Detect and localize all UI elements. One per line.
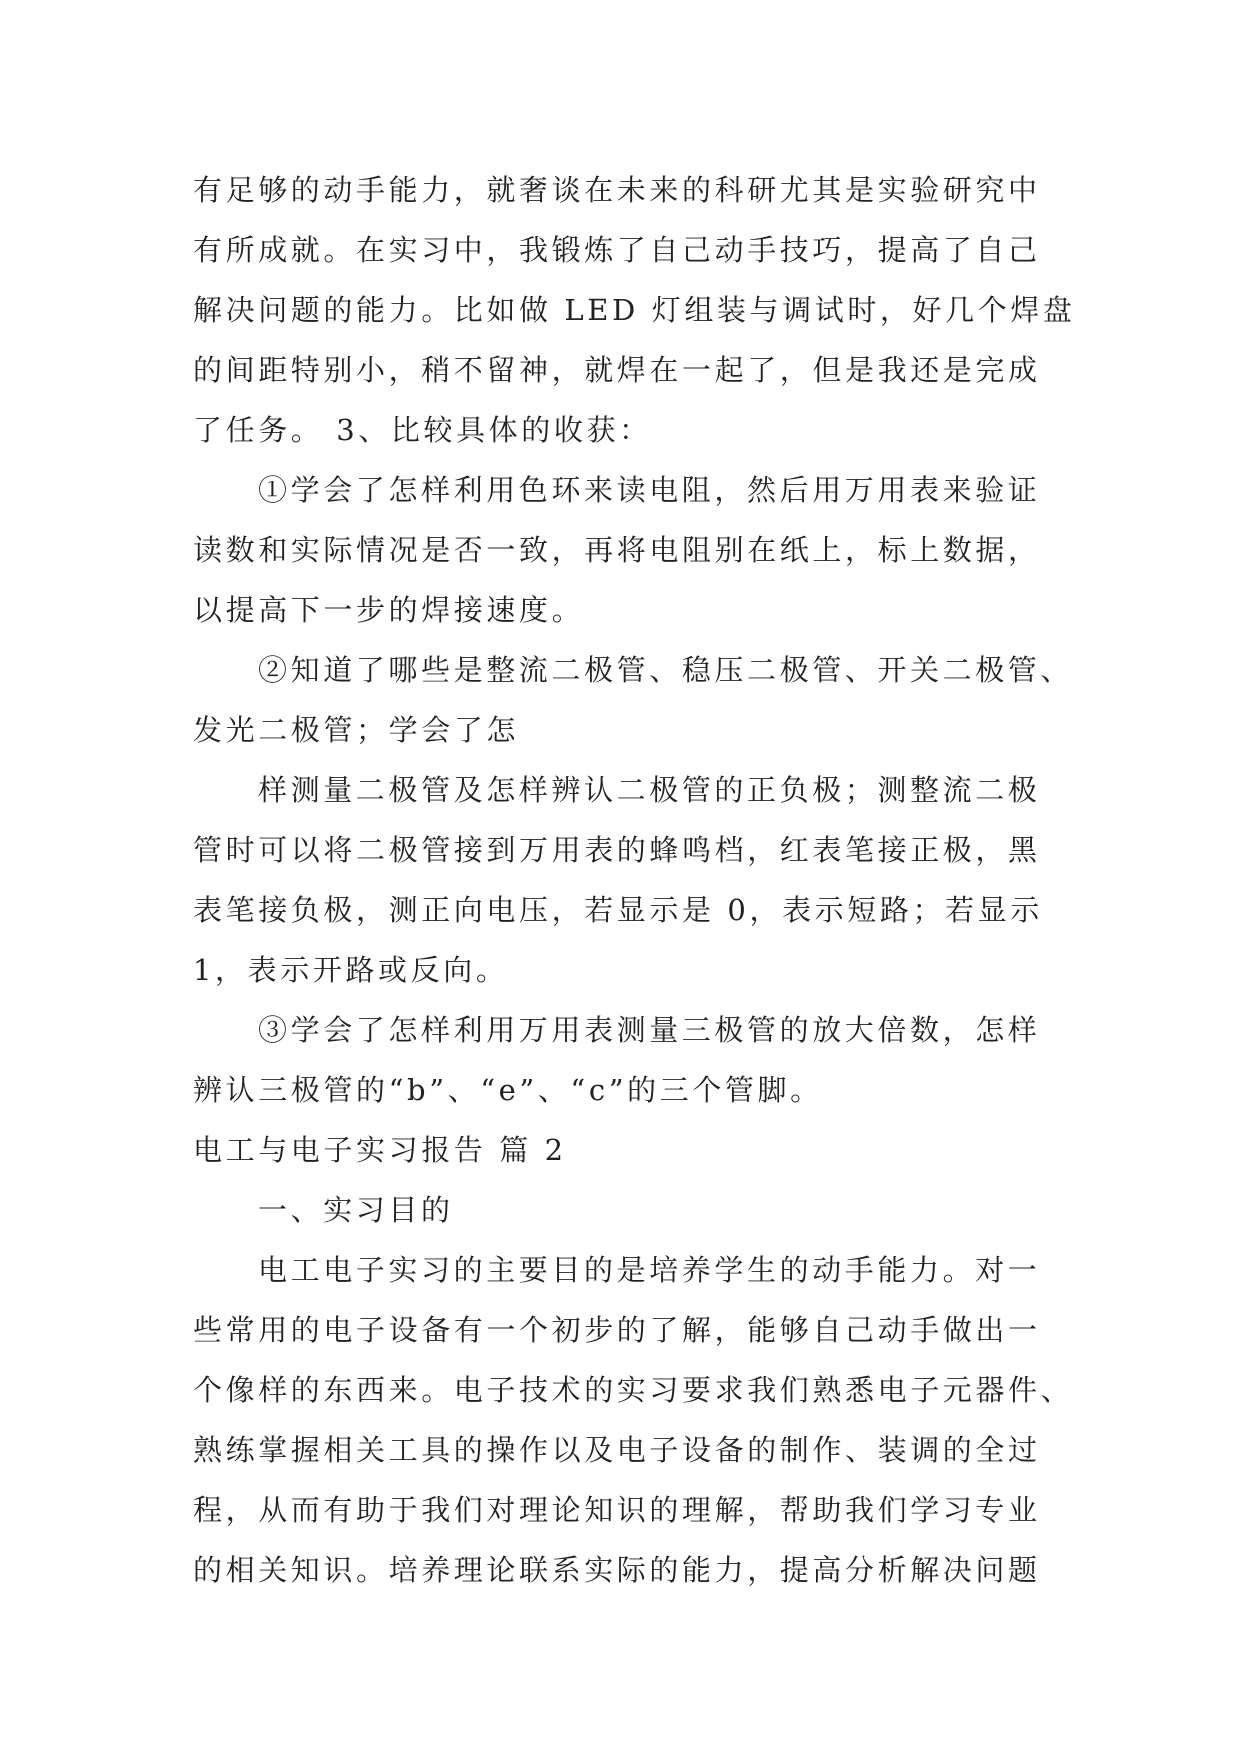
text-line: 解决问题的能力。比如做 LED 灯组装与调试时，好几个焊盘 [193,293,1076,327]
text-line: 的间距特别小，稍不留神，就焊在一起了，但是我还是完成 [193,353,1041,387]
text-line: 了任务。 3、比较具体的收获： [193,413,652,447]
text-line: 有所成就。在实习中，我锻炼了自己动手技巧，提高了自己 [193,233,1041,267]
text-line: 1，表示开路或反向。 [193,953,509,987]
text-line: 程，从而有助于我们对理论知识的理解，帮助我们学习专业 [193,1493,1041,1527]
text-line: 辨认三极管的“b”、“e”、“c”的三个管脚。 [193,1073,823,1107]
text-line: ①学会了怎样利用色环来读电阻，然后用万用表来验证 [258,473,1041,507]
text-line: 有足够的动手能力，就奢谈在未来的科研尤其是实验研究中 [193,173,1041,207]
text-line: 发光二极管；学会了怎 [193,713,520,747]
text-line: ②知道了哪些是整流二极管、稳压二极管、开关二极管、 [258,653,1074,687]
document-body [193,160,1076,1600]
text-line: 熟练掌握相关工具的操作以及电子设备的制作、装调的全过 [193,1433,1041,1467]
text-line: 个像样的东西来。电子技术的实习要求我们熟悉电子元器件、 [193,1373,1074,1407]
text-line: 电工电子实习的主要目的是培养学生的动手能力。对一 [258,1253,1041,1287]
subsection-heading: 一、实习目的 [258,1193,454,1227]
text-line: 管时可以将二极管接到万用表的蜂鸣档，红表笔接正极，黑 [193,833,1041,867]
text-line: 样测量二极管及怎样辨认二极管的正负极；测整流二极 [258,773,1041,807]
text-line: 的相关知识。培养理论联系实际的能力，提高分析解决问题 [193,1553,1041,1587]
section-heading: 电工与电子实习报告 篇 2 [193,1133,567,1167]
text-line: ③学会了怎样利用万用表测量三极管的放大倍数，怎样 [258,1013,1041,1047]
text-line: 些常用的电子设备有一个初步的了解，能够自己动手做出一 [193,1313,1041,1347]
text-line: 以提高下一步的焊接速度。 [193,593,585,627]
text-line: 表笔接负极，测正向电压，若显示是 0，表示短路；若显示 [193,893,1043,927]
text-line: 读数和实际情况是否一致，再将电阻别在纸上，标上数据， [193,533,1041,567]
